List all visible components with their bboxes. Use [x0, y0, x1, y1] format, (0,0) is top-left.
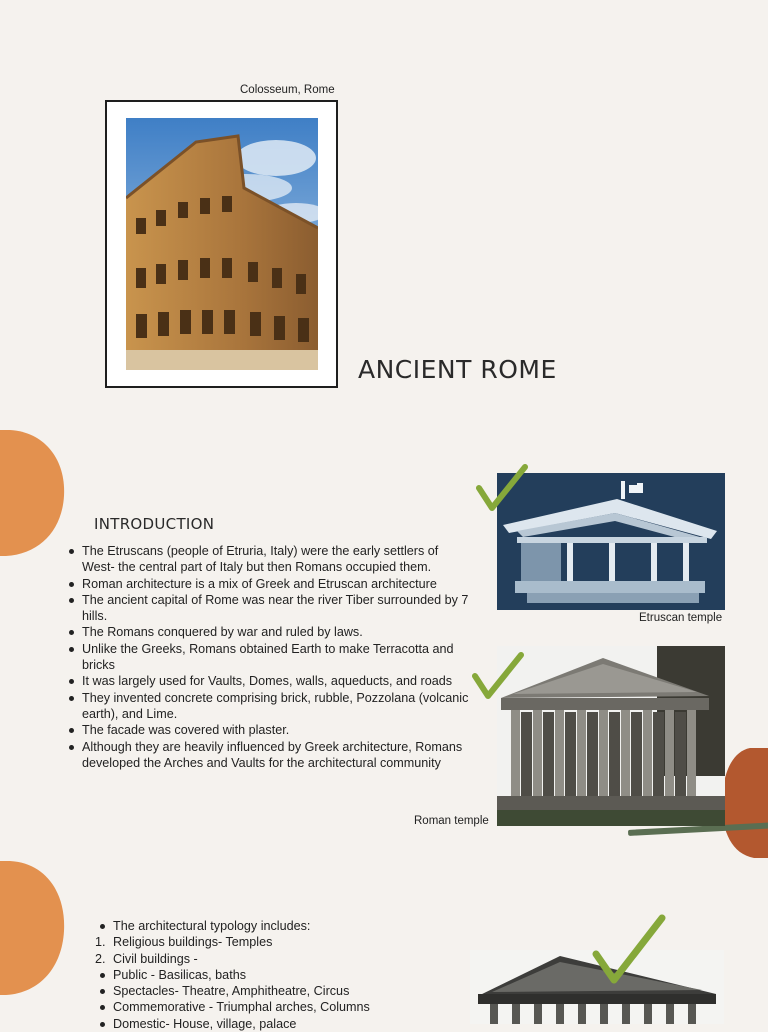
list-item: 1. Religious buildings- Temples [95, 935, 273, 950]
colosseum-caption: Colosseum, Rome [240, 84, 335, 96]
list-item: The Etruscans (people of Etruria, Italy) were the early settlers of West- the central part of Italy but then Romans occupied them. [64, 543, 474, 576]
list-item: It was largely used for Vaults, Domes, walls, aqueducts, and roads [64, 673, 474, 689]
etruscan-temple-photo [497, 473, 725, 610]
typology-list [95, 918, 415, 1032]
list-item: Although they are heavily influenced by Greek architecture, Romans developed the Arches and Vaults for the architectural community [64, 739, 474, 772]
list-item: Unlike the Greeks, Romans obtained Earth to make Terracotta and bricks [64, 641, 474, 674]
list-item: Commemorative - Triumphal arches, Columns [95, 999, 415, 1015]
checkmark-icon [592, 914, 666, 988]
list-item: They invented concrete comprising brick, rubble, Pozzolana (volcanic earth), and Lime. [64, 690, 474, 723]
list-item: Domestic- House, village, palace [95, 1016, 415, 1032]
list-item: Spectacles- Theatre, Amphitheatre, Circus [95, 983, 415, 999]
roman-temple-photo [497, 646, 725, 826]
list-item: 2. Civil buildings - [95, 951, 198, 966]
checkmark-icon [472, 652, 524, 704]
colosseum-photo [126, 118, 318, 370]
list-item: The facade was covered with plaster. [64, 722, 474, 738]
list-item: The Romans conquered by war and ruled by laws. [64, 624, 474, 640]
page-title: ANCIENT ROME [358, 355, 557, 384]
rust-blob [720, 748, 768, 860]
introduction-list [64, 543, 474, 771]
list-item: Roman architecture is a mix of Greek and Etruscan architecture [64, 576, 474, 592]
checkmark-icon [476, 464, 528, 516]
list-item: Public - Basilicas, baths [95, 967, 415, 983]
list-item: The ancient capital of Rome was near the river Tiber surrounded by 7 hills. [64, 592, 474, 625]
etruscan-temple-caption: Etruscan temple [639, 612, 723, 624]
orange-blob-upper [0, 430, 70, 558]
introduction-heading: INTRODUCTION [94, 515, 215, 533]
orange-blob-lower [0, 861, 70, 1001]
list-item: The architectural typology includes: [95, 918, 415, 934]
roman-temple-caption: Roman temple [414, 815, 489, 827]
